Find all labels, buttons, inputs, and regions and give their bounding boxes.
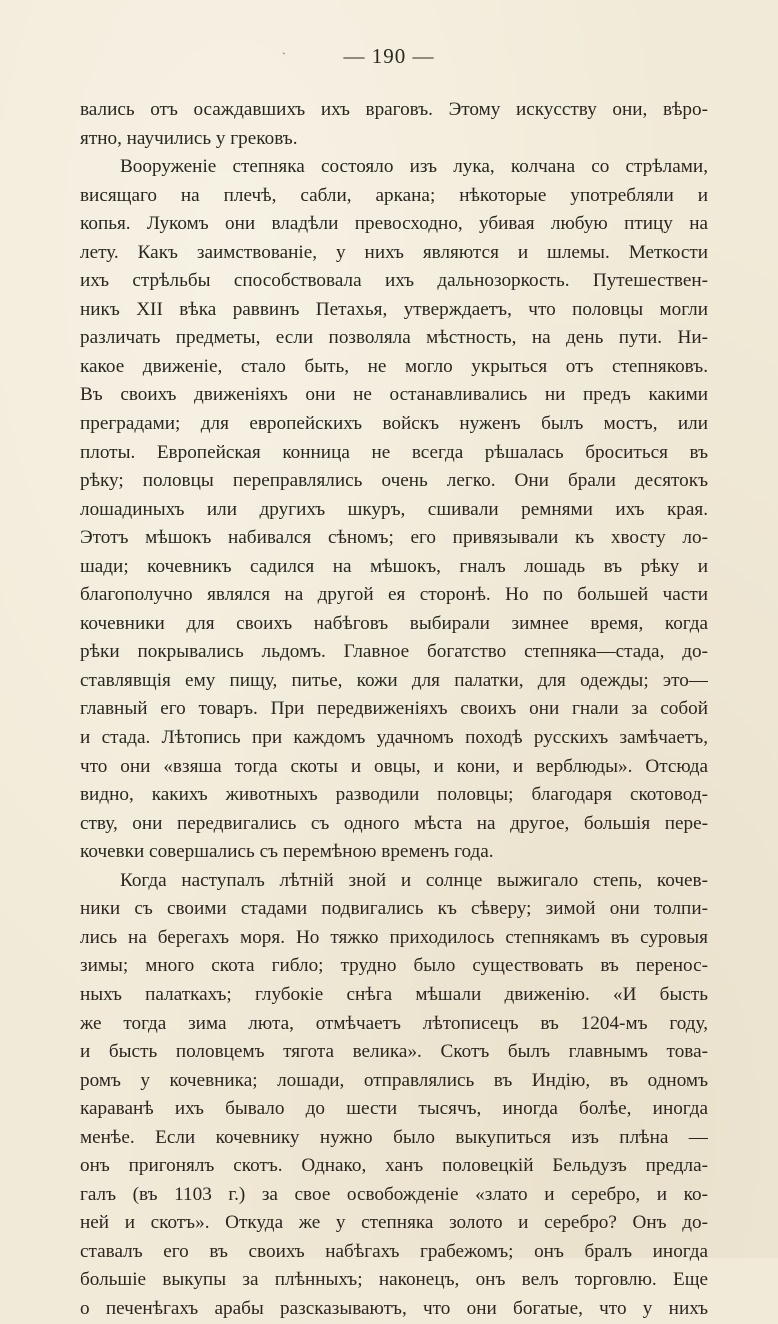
text-line: ству, они передвигались съ одного мѣста на другое, большія пере- xyxy=(80,812,708,834)
text-line: Вооруженіе степняка состояло изъ лука, колчана со стрѣлами, xyxy=(120,156,708,178)
text-line: рѣки покрывались льдомъ. Главное богатство степняка—стада, до- xyxy=(80,641,708,663)
text-line: и бысть половцемъ тягота велика». Скотъ былъ главнымъ това- xyxy=(80,1041,708,1063)
text-line: лись на берегахъ моря. Но тяжко приходилось степнякамъ въ суровыя xyxy=(80,926,708,948)
text-line: видно, какихъ животныхъ разводили половцы; благодаря скотовод- xyxy=(80,784,708,806)
text-line: ятно, научились у грековъ. xyxy=(80,127,298,149)
text-line: зимы; много скота гибло; трудно было существовать въ перенос- xyxy=(80,955,708,977)
text-line: ней и скотъ». Откуда же у степняка золото и серебро? Онъ до- xyxy=(80,1212,708,1234)
text-line: что они «взяша тогда скоты и овцы, и кони, и верблюды». Отсюда xyxy=(80,755,708,777)
stray-mark: ` xyxy=(282,50,286,64)
page-number: — 190 — xyxy=(343,44,435,68)
text-line: лету. Какъ заимствованіе, у нихъ являются и шлемы. Меткости xyxy=(80,241,708,263)
text-line: ставлявщія ему пищу, питье, кожи для палатки, для одежды; это— xyxy=(80,669,708,691)
text-line: о печенѣгахъ арабы разсказываютъ, что они богатые, что у нихъ xyxy=(80,1297,708,1319)
text-line: плоты. Европейская конница не всегда рѣшалась броситься въ xyxy=(80,441,708,463)
text-line: копья. Лукомъ они владѣли превосходно, убивая любую птицу на xyxy=(80,213,708,235)
text-line: караванѣ ихъ бывало до шести тысячъ, иногда болѣе, иногда xyxy=(80,1098,708,1120)
text-line: кочевки совершались съ перемѣною временъ года. xyxy=(80,841,494,863)
text-line: же тогда зима люта, отмѣчаетъ лѣтописецъ въ 1204-мъ году, xyxy=(80,1012,708,1034)
text-line: ихъ стрѣльбы способствовала ихъ дальнозоркость. Путешествен- xyxy=(80,270,708,292)
text-line: Въ своихъ движеніяхъ они не останавливались ни предъ какими xyxy=(80,384,708,406)
text-line: никъ XII вѣка раввинъ Петахья, утверждаетъ, что половцы могли xyxy=(80,298,708,320)
text-line: главный его товаръ. При передвиженіяхъ своихъ они гнали за собой xyxy=(80,698,708,720)
text-line: какое движеніе, стало быть, не могло укрыться отъ степняковъ. xyxy=(80,355,708,377)
text-line: шади; кочевникъ садился на мѣшокъ, гналъ лошадь въ рѣку и xyxy=(80,555,708,577)
text-line: вались отъ осаждавшихъ ихъ враговъ. Этому искусству они, вѣро- xyxy=(80,99,708,120)
text-line: ромъ у кочевника; лошади, отправлялись въ Индію, въ одномъ xyxy=(80,1069,708,1091)
text-line: благополучно являлся на другой ея сторонѣ. Но по большей части xyxy=(80,584,708,606)
text-line: преградами; для европейскихъ войскъ нуженъ былъ мостъ, или xyxy=(80,413,708,435)
text-line: менѣе. Если кочевнику нужно было выкупиться изъ плѣна — xyxy=(80,1126,708,1148)
text-line: висящаго на плечѣ, сабли, аркана; нѣкоторые употребляли и xyxy=(80,184,708,206)
body-text xyxy=(80,96,708,1324)
text-line: ники съ своими стадами подвигались къ сѣверу; зимой они толпи- xyxy=(80,898,708,920)
text-line: лошадиныхъ или другихъ шкуръ, сшивали ремнями ихъ края. xyxy=(80,498,708,520)
text-line: ставалъ его въ своихъ набѣгахъ грабежомъ; онъ бралъ иногда xyxy=(80,1240,708,1262)
text-line: кочевники для своихъ набѣговъ выбирали зимнее время, когда xyxy=(80,612,708,634)
text-line: и стада. Лѣтопись при каждомъ удачномъ походѣ русскихъ замѣчаетъ, xyxy=(80,727,708,749)
text-line: различать предметы, если позволяла мѣстность, на день пути. Ни- xyxy=(80,327,708,349)
text-line: ныхъ палаткахъ; глубокіе снѣга мѣшали движенію. «И бысть xyxy=(80,983,708,1005)
text-line: Когда наступалъ лѣтній зной и солнце выжигало степь, кочев- xyxy=(120,869,708,891)
text-line: Этотъ мѣшокъ набивался сѣномъ; его привязывали къ хвосту ло- xyxy=(80,527,708,549)
text-line: галъ (въ 1103 г.) за свое освобожденіе «злато и серебро, и ко- xyxy=(80,1183,708,1205)
text-line: большіе выкупы за плѣнныхъ; наконецъ, онъ велъ торговлю. Еще xyxy=(80,1269,708,1291)
text-line: онъ пригонялъ скотъ. Однако, ханъ половецкій Бельдузъ предла- xyxy=(80,1155,708,1177)
text-line: рѣку; половцы переправлялись очень легко. Они брали десятокъ xyxy=(80,470,708,492)
